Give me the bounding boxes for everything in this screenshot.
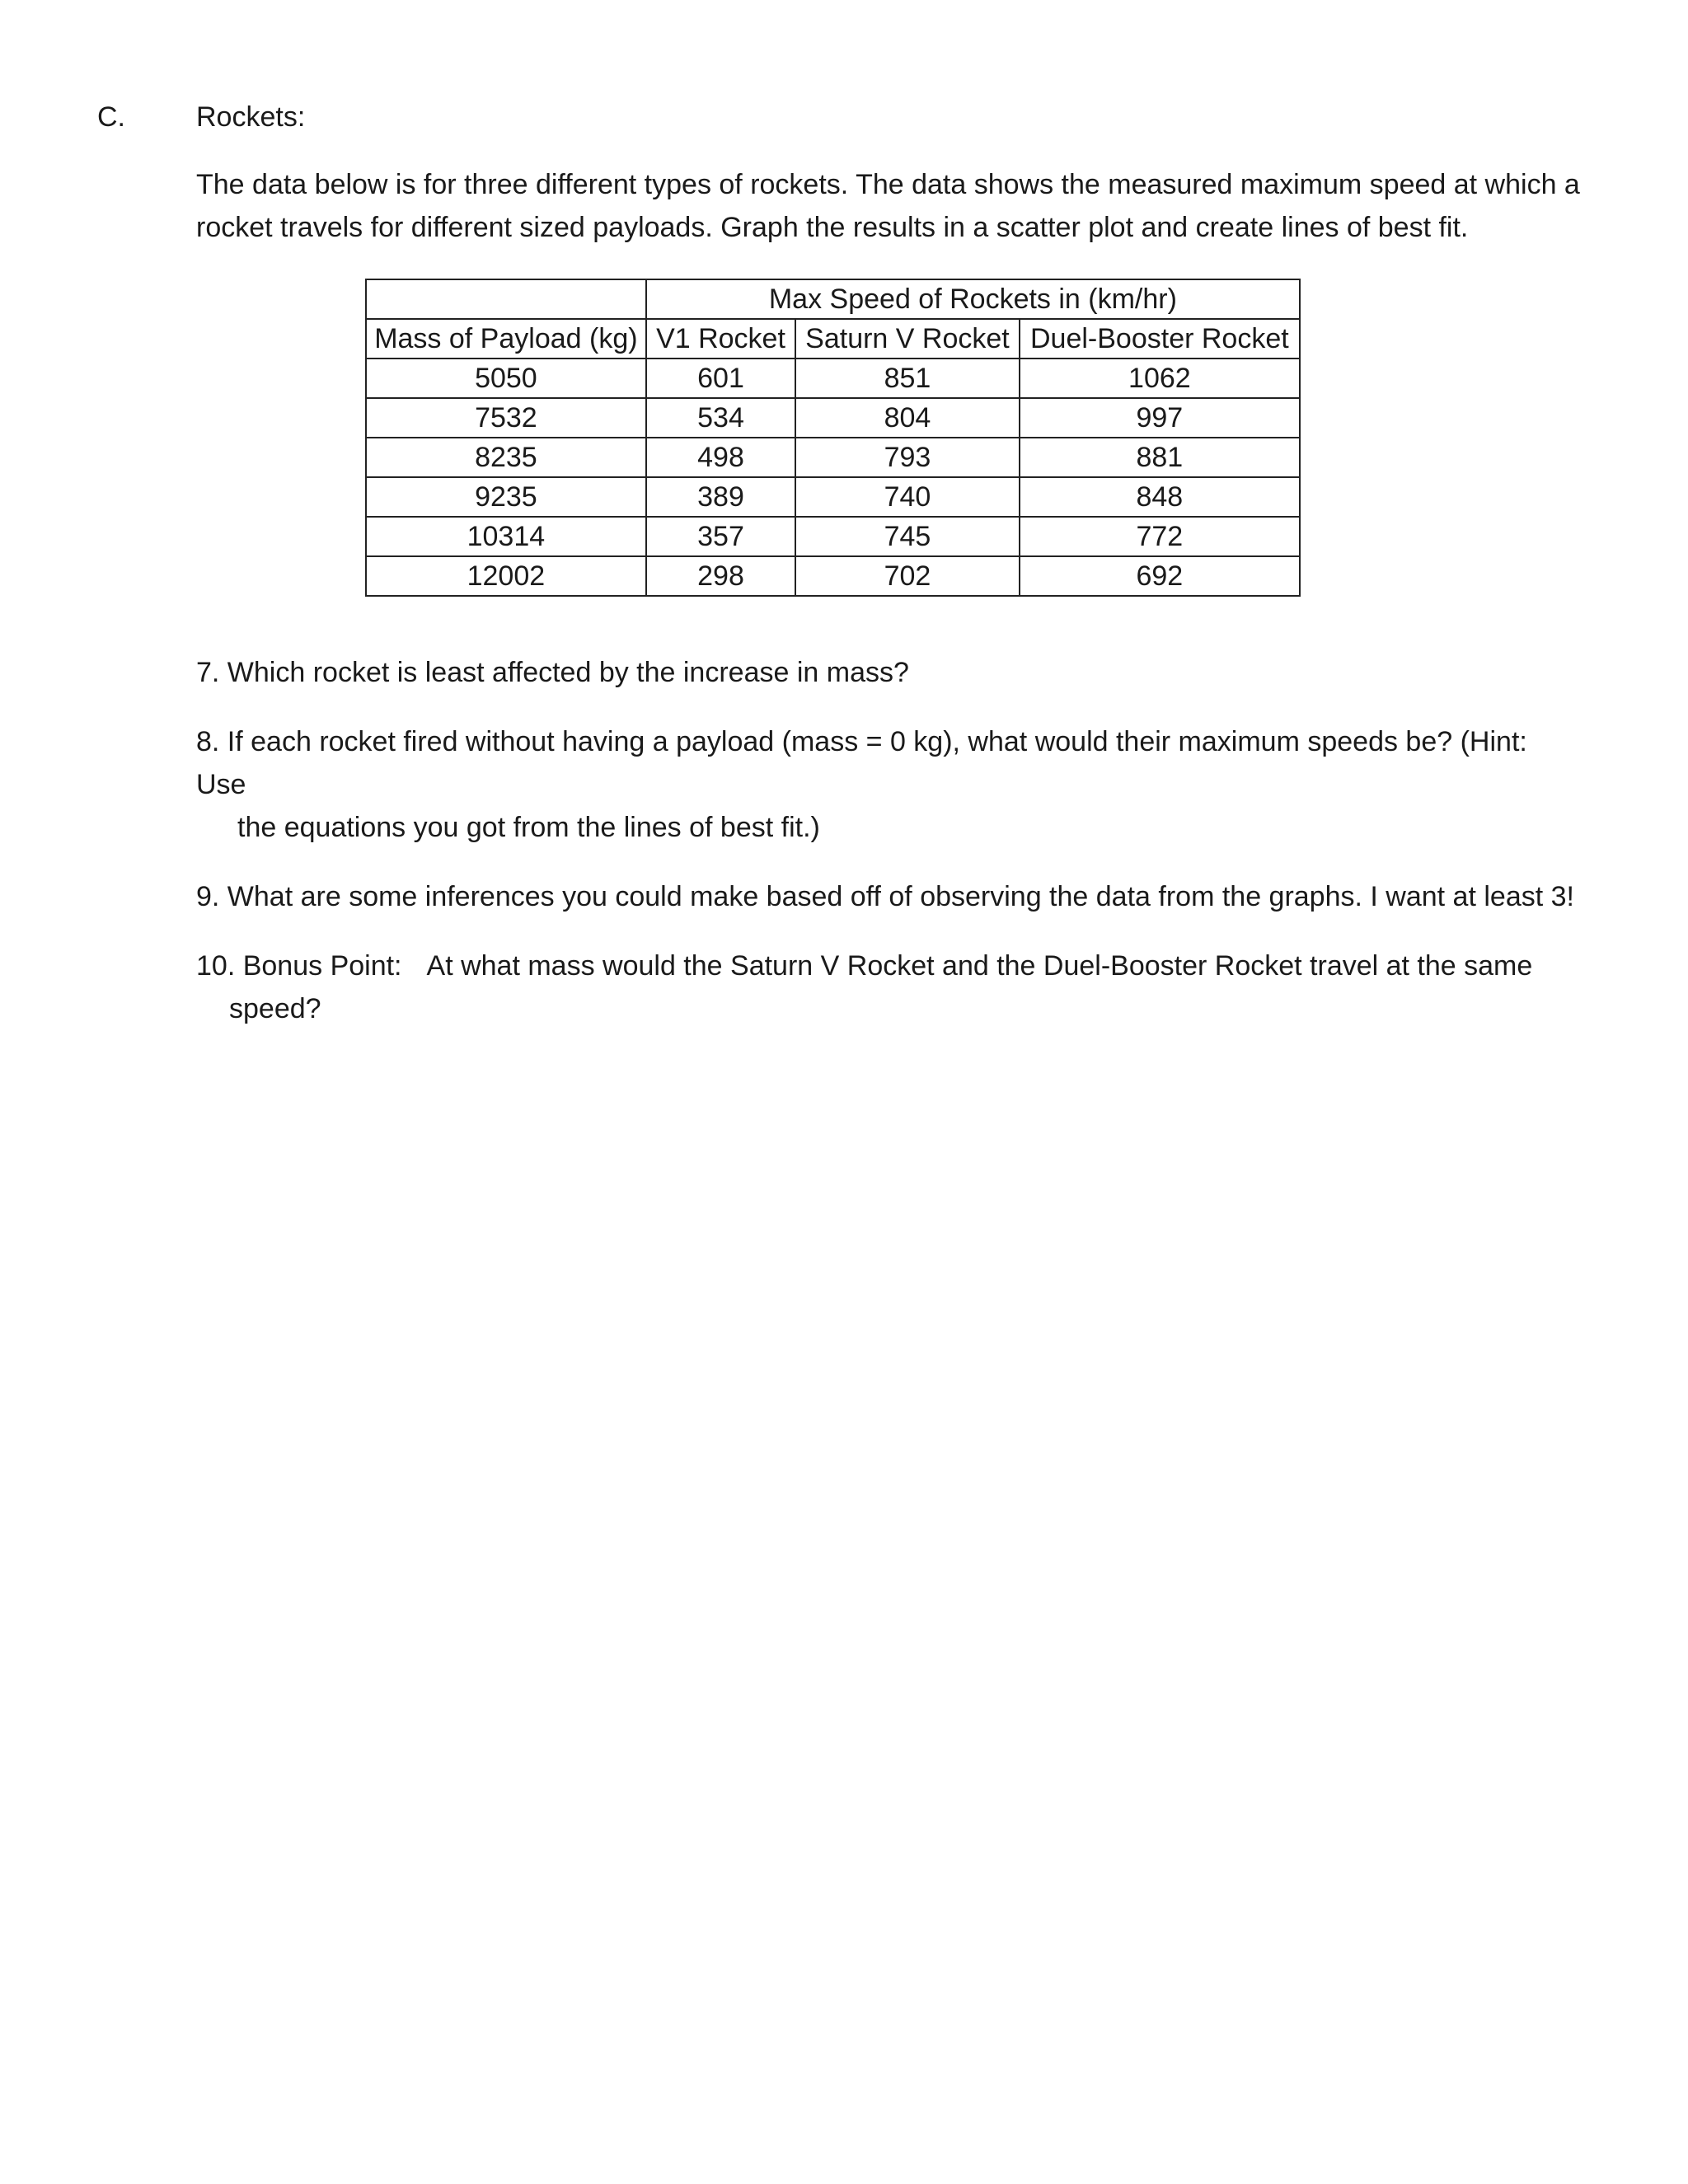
cell-duel-booster: 997 [1020,398,1300,438]
table-row [366,477,1300,517]
cell-v1: 298 [646,556,795,596]
header-duel-booster: Duel-Booster Rocket [1020,319,1300,359]
cell-duel-booster: 848 [1020,477,1300,517]
question-8-line-1: 8. If each rocket fired without having a payload (mass = 0 kg), what would their maximum speeds be? (Hint: Use [196,726,1527,800]
cell-mass: 8235 [366,438,646,477]
rocket-speed-table [365,279,1301,597]
intro-line-2: rocket travels for different sized payloads. Graph the results in a scatter plot and create lines of best fit. [196,212,1469,243]
header-v1: V1 Rocket [646,319,795,359]
cell-saturn-v: 793 [795,438,1019,477]
cell-mass: 7532 [366,398,646,438]
cell-saturn-v: 851 [795,359,1019,398]
table-row [366,398,1300,438]
table-empty-corner [366,279,646,319]
header-mass: Mass of Payload (kg) [366,319,646,359]
table-group-header: Max Speed of Rockets in (km/hr) [646,279,1300,319]
question-10 [196,944,1581,1030]
section-title: Rockets: [196,101,306,133]
cell-duel-booster: 772 [1020,517,1300,556]
table-row [366,438,1300,477]
cell-v1: 534 [646,398,795,438]
cell-saturn-v: 745 [795,517,1019,556]
cell-saturn-v: 740 [795,477,1019,517]
questions-list [196,651,1581,1057]
table-group-header-row [366,279,1300,319]
table-row [366,556,1300,596]
cell-duel-booster: 1062 [1020,359,1300,398]
intro-paragraph [196,163,1597,249]
question-10-line-2: speed? [229,993,321,1024]
cell-v1: 601 [646,359,795,398]
cell-v1: 357 [646,517,795,556]
table-row [366,517,1300,556]
cell-mass: 10314 [366,517,646,556]
table-row [366,359,1300,398]
question-10-label: 10. Bonus Point: [196,950,402,982]
cell-mass: 5050 [366,359,646,398]
cell-duel-booster: 692 [1020,556,1300,596]
cell-saturn-v: 702 [795,556,1019,596]
header-saturn-v: Saturn V Rocket [795,319,1019,359]
cell-v1: 389 [646,477,795,517]
intro-line-1: The data below is for three different types of rockets. The data shows the measured maximum speed at which a [196,169,1580,200]
question-10-text: At what mass would the Saturn V Rocket and the Duel-Booster Rocket travel at the same [426,950,1533,982]
question-8-line-2: the equations you got from the lines of best fit.) [237,812,820,843]
question-7: 7. Which rocket is least affected by the increase in mass? [196,657,909,688]
cell-saturn-v: 804 [795,398,1019,438]
section-letter: C. [97,101,125,133]
table-header-row [366,319,1300,359]
cell-mass: 12002 [366,556,646,596]
question-8 [196,720,1581,849]
question-9: 9. What are some inferences you could make based off of observing the data from the graphs. I want at least 3! [196,881,1574,912]
cell-v1: 498 [646,438,795,477]
cell-mass: 9235 [366,477,646,517]
cell-duel-booster: 881 [1020,438,1300,477]
